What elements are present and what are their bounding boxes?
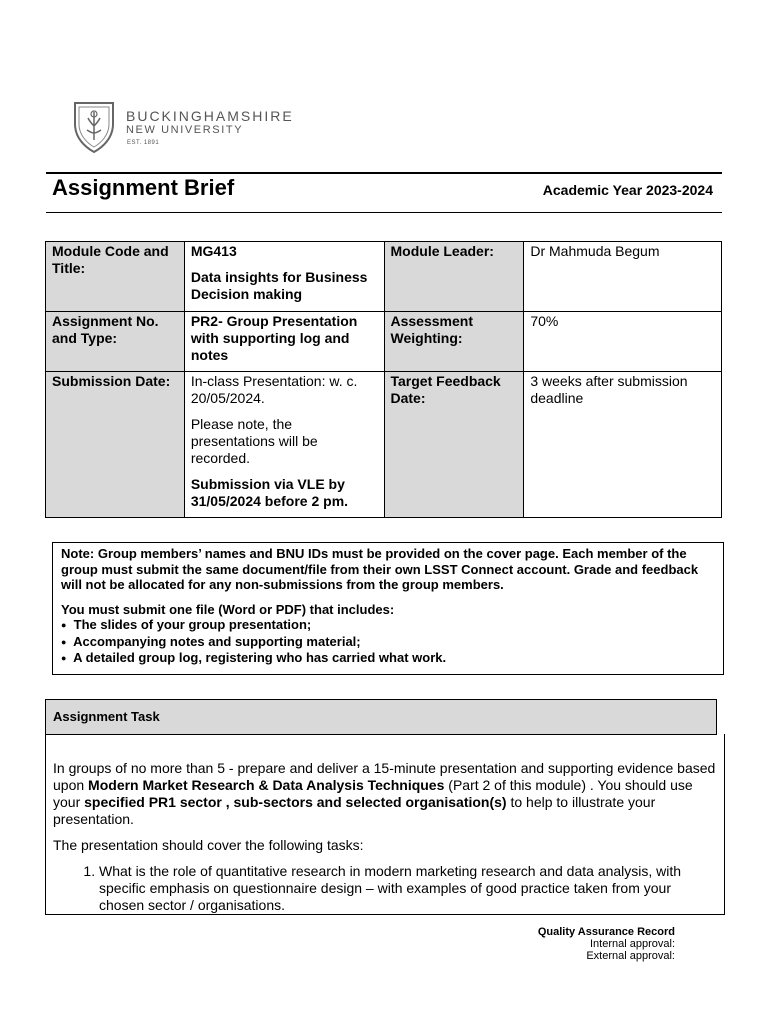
module-code-cell [184, 242, 384, 312]
list-item [61, 634, 717, 651]
feedback-label: Target Feedback Date: [384, 372, 524, 518]
crest-icon [72, 100, 116, 154]
list-item [61, 617, 717, 634]
bullet-icon: ● [61, 636, 67, 647]
submission-cell [184, 372, 384, 518]
bullet-icon: ● [61, 620, 67, 630]
academic-year: Academic Year 2023-2024 [542, 182, 713, 198]
assignment-task-heading: Assignment Task [45, 699, 717, 735]
qa-internal: Internal approval: [590, 938, 675, 950]
list-item: 1. What is the role of quantitative research in modern marketing research and data analysis, with specific emphasis on questionnaire design – with examples of good practice taken from your chosen sector / organisations. [99, 863, 716, 914]
module-code: MG413 [190, 243, 237, 259]
assignment-no-label: Assignment No. and Type: [46, 312, 185, 372]
submission-recording-note: Please note, the presentations will be recorded. [190, 416, 318, 466]
list-item-text: Accompanying notes and supporting material; [73, 633, 361, 649]
feedback-date: 3 weeks after submission deadline [524, 372, 722, 518]
weighting: 70% [524, 312, 722, 372]
university-established: EST. 1891 [127, 140, 160, 146]
note-text: Note: Group members’ names and BNU IDs must be provided on the cover page. Each member of the group must submit the same document/file from their own LSST Connect account. Grade and feedback will not be allocated for any non-submissions from the group members. [61, 546, 699, 592]
weighting-label: Assessment Weighting: [384, 312, 524, 372]
submission-vle: Submission via VLE by 31/05/2024 before 2 pm. [190, 476, 349, 509]
university-subtitle: NEW UNIVERSITY [126, 124, 244, 136]
bullet-icon: ● [61, 653, 67, 663]
submission-label: Submission Date: [46, 372, 185, 518]
submit-intro: You must submit one file (Word or PDF) that includes: [61, 601, 395, 617]
task-cover-intro: The presentation should cover the following tasks: [53, 837, 364, 853]
submission-note-box [52, 542, 724, 675]
qa-title: Quality Assurance Record [537, 926, 675, 938]
header-rule-top [46, 172, 722, 174]
task-sector: specified PR1 sector , sub-sectors and selected organisation(s) [84, 794, 507, 810]
module-leader-label: Module Leader: [384, 242, 524, 312]
table-row [46, 242, 722, 312]
submit-list [61, 617, 717, 667]
task-intro-text: to help to illustrate your presentation. [53, 794, 656, 827]
qa-external: External approval: [586, 950, 675, 962]
task-list [53, 863, 716, 914]
task-intro-text: (Part 2 of this module) . You should use your [53, 777, 693, 810]
list-item-text: A detailed group log, registering who has carried what work. [73, 650, 447, 665]
task-technique: Modern Market Research & Data Analysis Techniques [88, 777, 445, 793]
module-code-label: Module Code and Title: [46, 242, 185, 312]
list-item [61, 650, 717, 667]
task-intro [53, 760, 716, 828]
table-row [46, 312, 722, 372]
module-title: Data insights for Business Decision making [190, 269, 368, 302]
list-item-text: The slides of your group presentation; [73, 617, 312, 632]
module-info-table [45, 241, 722, 518]
page-title: Assignment Brief [52, 175, 235, 200]
assignment-no: PR2- Group Presentation with supporting log and notes [184, 312, 384, 372]
task-intro-text: In groups of no more than 5 - prepare and deliver a 15-minute presentation and supporting evidence based upon [53, 760, 716, 793]
submission-presentation: In-class Presentation: w. c. 20/05/2024. [190, 373, 358, 406]
header-rule-bottom [46, 212, 722, 213]
quality-assurance-record [538, 926, 675, 962]
module-leader: Dr Mahmuda Begum [524, 242, 722, 312]
university-name: BUCKINGHAMSHIRE [126, 108, 294, 124]
table-row [46, 372, 722, 518]
assignment-task-body [45, 734, 725, 915]
